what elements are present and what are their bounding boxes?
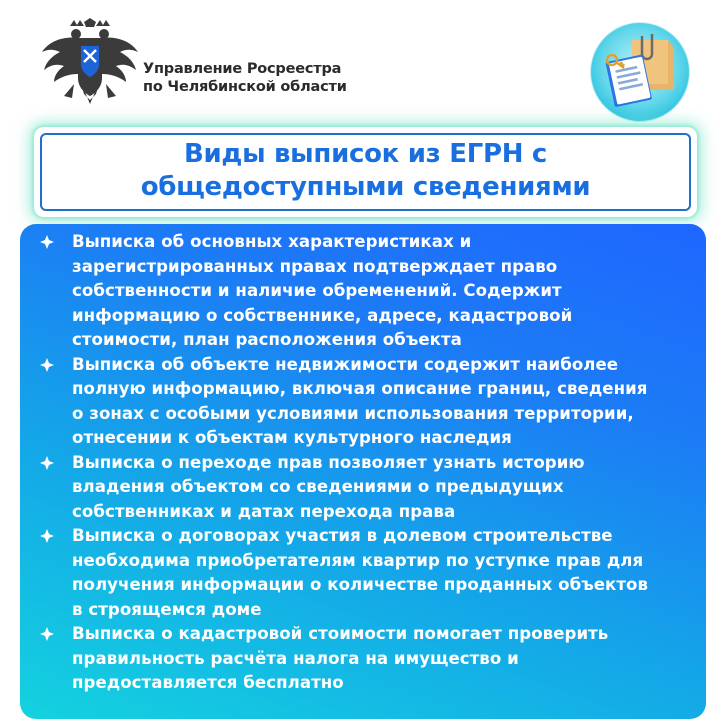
diamond-bullet-icon [40, 529, 54, 543]
diamond-bullet-icon [40, 235, 54, 249]
list-item-line: Выписка о переходе прав позволяет узнать историю [72, 452, 585, 472]
extract-list [38, 230, 698, 696]
list-item [38, 622, 698, 696]
list-item-line: зарегистрированных правах подтверждает право [72, 256, 558, 276]
double-headed-eagle-emblem-icon [40, 18, 140, 114]
list-item-line: предоставляется бесплатно [72, 673, 344, 692]
page-title [40, 138, 691, 204]
diamond-bullet-icon [40, 358, 54, 372]
list-item-line: необходима приобретателям квартир по уступке прав для [72, 550, 644, 570]
list-item-line: Выписка об основных характеристиках и [72, 232, 472, 251]
organization-name-line2: по Челябинской области [143, 79, 347, 95]
list-item-line: правильность расчёта налога на имущество и [72, 648, 519, 668]
list-item [38, 524, 698, 622]
list-item-line: получения информации о количестве проданных объектов [72, 575, 649, 594]
diamond-bullet-icon [40, 456, 54, 470]
page-title-line2: общедоступными сведениями [140, 172, 591, 202]
header [0, 0, 726, 128]
list-item-line: отнесении к объектам культурного наследия [72, 428, 512, 447]
list-item-line: информацию о собственнике, адресе, кадастровой [72, 305, 573, 325]
page-title-line1: Виды выписок из ЕГРН с [183, 139, 548, 169]
list-item-line: в строящемся доме [72, 599, 262, 619]
list-item-line: Выписка о кадастровой стоимости помогает проверить [72, 624, 609, 643]
diamond-bullet-icon [40, 627, 54, 641]
documents-folder-icon [588, 20, 692, 124]
list-item-line: полную информацию, включая описание границ, сведения [72, 379, 648, 398]
list-item-line: собственниках и датах перехода права [72, 501, 456, 521]
organization-name-line1: Управление Росреестра [143, 61, 342, 77]
list-item-line: Выписка о договорах участия в долевом строительстве [72, 526, 613, 545]
list-item-line: о зонах с особыми условиями использования территории, [72, 403, 634, 423]
list-item-line: Выписка об объекте недвижимости содержит наиболее [72, 354, 619, 374]
list-item [38, 230, 698, 353]
list-item [38, 451, 698, 525]
list-item-line: владения объектом со сведениями о предыдущих [72, 477, 564, 496]
organization-name [143, 60, 347, 96]
list-item-line: стоимости, план расположения объекта [72, 330, 462, 349]
list-item-line: собственности и наличие обременений. Содержит [72, 281, 562, 300]
list-item [38, 353, 698, 451]
